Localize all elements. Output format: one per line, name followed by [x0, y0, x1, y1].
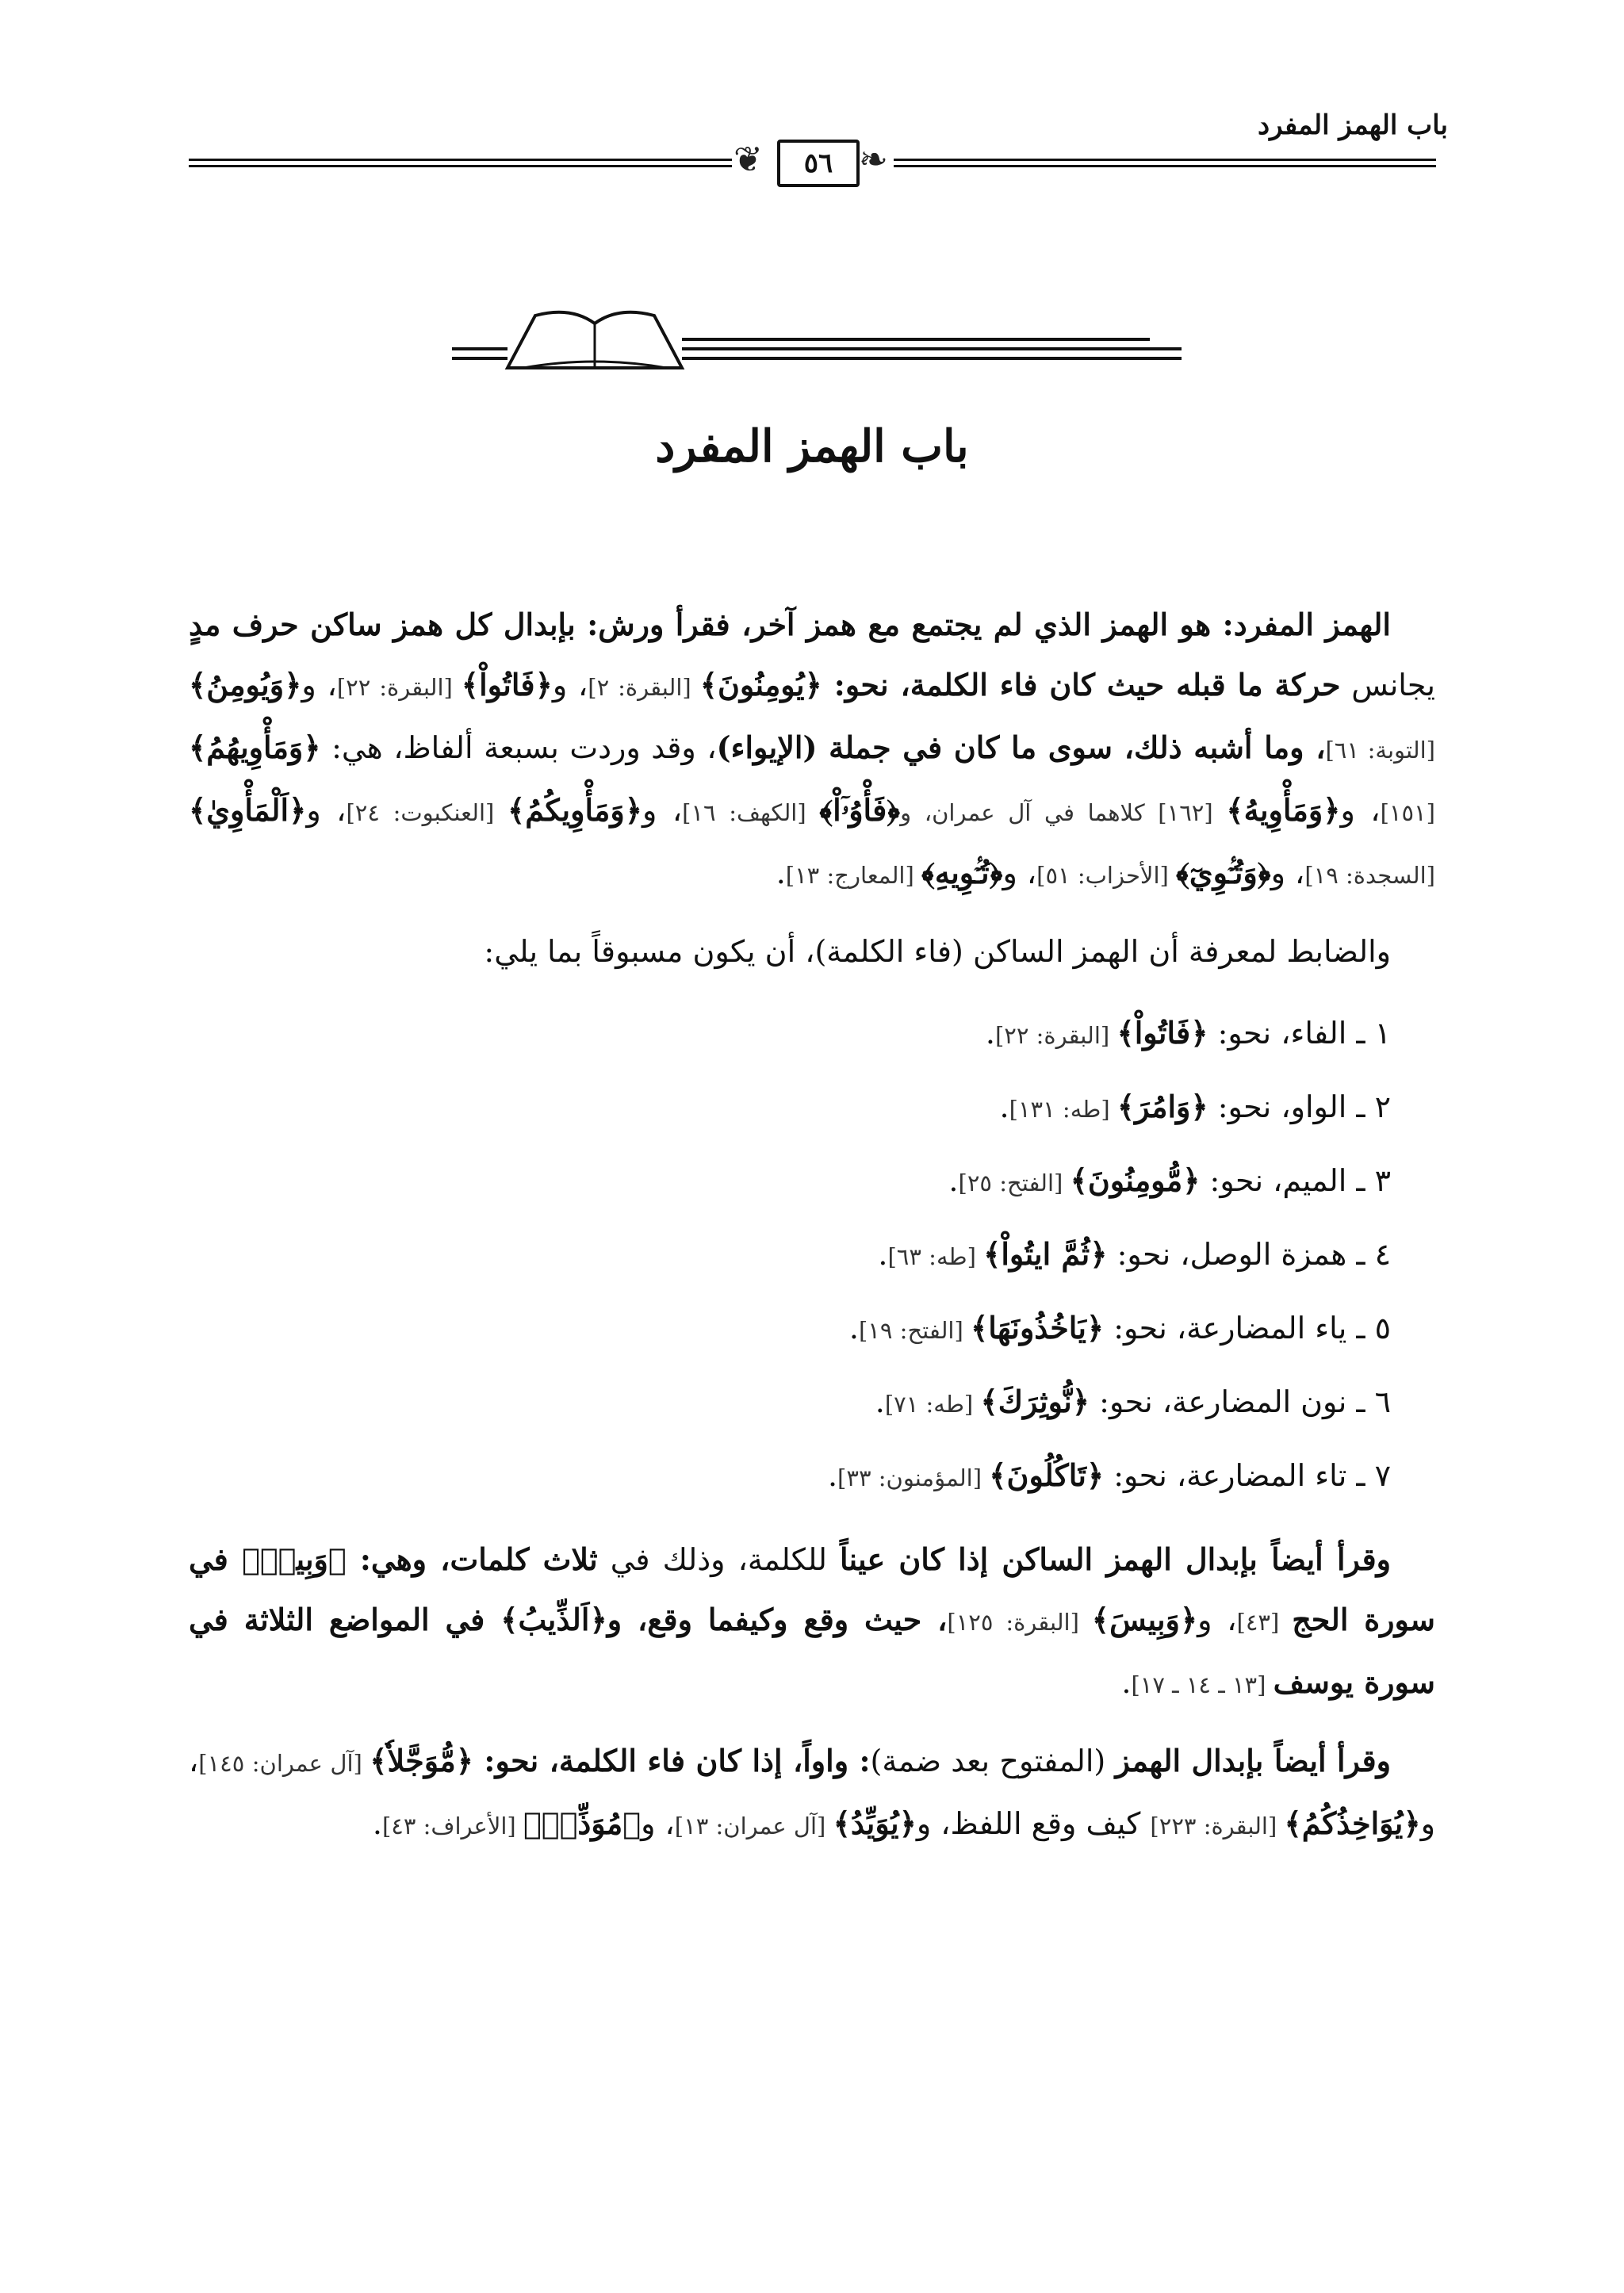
p3-bold-5: في المواضع الثلاثة في سورة يوسف: [189, 1602, 1435, 1700]
quran-example: ﴿تَاكُلُونَ﴾: [989, 1457, 1105, 1493]
quran-example: ﴿مُّوَجَّلاٗ﴾: [370, 1743, 473, 1778]
surah-reference: [طه: ١٣١]: [1009, 1096, 1117, 1123]
quran-example: ﴿يُوَيِّدُ﴾: [833, 1805, 917, 1841]
quran-example: ﴿وَتُـٔۡوِيٓ﴾: [1176, 855, 1271, 890]
separator: ، و: [1197, 1602, 1237, 1637]
list-item: [189, 997, 1391, 1071]
p1-text-2: ، وقد وردت بسبعة ألفاظ، هي:: [320, 730, 717, 765]
quran-example: ﴿يُوَاخِذُكُمُ﴾: [1284, 1805, 1421, 1841]
open-book-divider-icon: [444, 292, 1189, 379]
quran-example: ﴿يُومِنُونَ﴾: [699, 667, 822, 702]
list-number: ٣: [1374, 1163, 1391, 1198]
rules-list: [189, 997, 1435, 1514]
surah-reference: [البقرة: ٢]: [588, 674, 700, 701]
list-text: ـ نون المضارعة، نحو:: [1090, 1384, 1365, 1419]
sentence-end: .: [985, 1016, 995, 1051]
surah-reference: [١٦٢] كلاهما في آل عمران، و: [900, 799, 1227, 826]
list-text: ـ همزة الوصل، نحو:: [1107, 1237, 1365, 1272]
list-text: ـ ياء المضارعة، نحو:: [1104, 1311, 1365, 1346]
list-item: [189, 1145, 1391, 1219]
p4-bold-1: وقرأ أيضاً بإبدال الهمز: [1115, 1743, 1391, 1778]
separator: ، و: [641, 1806, 675, 1841]
p4-bold-2: : واواً، إذا كان فاء الكلمة، نحو:: [473, 1743, 871, 1778]
list-item: [189, 1440, 1391, 1514]
surah-reference: [الأعراف: ٤٣]: [381, 1813, 523, 1839]
surah-reference: [الأحزاب: ٥١]: [1036, 862, 1177, 889]
list-number: ٧: [1374, 1458, 1391, 1493]
p3-text: للكلمة، وذلك في: [597, 1542, 840, 1577]
p1-text: يجانس: [1340, 668, 1435, 702]
separator: ، و: [301, 668, 337, 702]
header-double-rule-left: [189, 159, 732, 167]
p4-text-2: كيف وقع اللفظ، و: [916, 1806, 1151, 1841]
quran-example: ﴿يَاخُذُونَهَا﴾: [971, 1310, 1105, 1346]
surah-reference: [المؤمنون: ٣٣]: [837, 1464, 990, 1491]
header-ornament-left-icon: ❦: [733, 140, 763, 180]
p3-bold-3: في سورة الحج: [189, 1541, 1435, 1637]
chapter-title: باب الهمز المفرد: [655, 420, 969, 473]
sentence-end: .: [827, 1458, 838, 1493]
quran-example: ﴿ثُمَّ ايتُواْ﴾: [983, 1236, 1108, 1272]
list-item: [189, 1071, 1391, 1145]
sentence-end: .: [1121, 1665, 1132, 1700]
p1-bold-3: ، وما أشبه ذلك، سوى ما كان في جملة (الإيواء): [716, 729, 1326, 765]
quran-example: ﴿تُـٔۡوِيهِ﴾: [921, 855, 1003, 890]
quran-example: ﴿وَبِيسَ﴾: [1091, 1602, 1198, 1637]
surah-reference: [آل عمران: ١٤٥]: [198, 1750, 370, 1777]
list-number: ٦: [1374, 1384, 1391, 1419]
list-text: ـ الفاء، نحو:: [1208, 1016, 1365, 1051]
quran-example: ﴿وَمَأْوِيكُمُ﴾: [507, 792, 643, 828]
separator: ، و: [1340, 793, 1381, 828]
surah-reference: [طه: ٧١]: [884, 1391, 981, 1418]
p3-bold-4: ، حيث وقع وكيفما وقع، و: [607, 1602, 948, 1637]
quran-example: ﴿مُوَذِّنٞ﴾: [523, 1805, 642, 1841]
list-text: ـ الواو، نحو:: [1208, 1089, 1365, 1124]
separator: ، و: [642, 793, 683, 828]
sentence-end: .: [776, 856, 786, 890]
quran-example: ﴿وَامُرَ﴾: [1116, 1089, 1208, 1124]
list-number: ١: [1374, 1016, 1391, 1051]
list-text: ـ تاء المضارعة، نحو:: [1104, 1458, 1365, 1493]
header-double-rule-right: [894, 159, 1436, 167]
list-text: ـ الميم، نحو:: [1200, 1163, 1365, 1198]
quran-example: ﴿فَاتُواْ﴾: [1116, 1015, 1208, 1051]
quran-example: ﴿وَمَأْوِيهُ﴾: [1226, 792, 1341, 828]
paragraph-ayn-substitution: [189, 1529, 1435, 1715]
surah-reference: [٤٣]: [1236, 1609, 1293, 1636]
separator: ، و: [1270, 856, 1305, 890]
surah-reference: [العنكبوت: ٢٤]: [346, 799, 508, 826]
quran-example: ﴿فَاتُواْ﴾: [461, 667, 553, 702]
p3-bold-2: ثلاث كلمات، وهي:: [346, 1541, 598, 1577]
paragraph-rule-intro: والضابط لمعرفة أن الهمز الساكن (فاء الكلمة)، أن يكون مسبوقاً بما يلي:: [484, 934, 1391, 969]
paragraph-definition: [189, 595, 1435, 905]
sentence-end: .: [878, 1237, 888, 1272]
separator: ، و: [552, 668, 588, 702]
running-header-title: باب الهمز المفرد: [1258, 109, 1448, 141]
separator: ، و: [306, 793, 347, 828]
surah-reference: [آل عمران: ١٣]: [674, 1813, 833, 1839]
surah-reference: [السجدة: ١٩]: [1304, 862, 1435, 889]
list-number: ٥: [1374, 1311, 1391, 1346]
quran-example: ﴿اَلذِّيبُ﴾: [500, 1602, 607, 1637]
quran-example: ﴿وَبِيرٖ﴾: [242, 1541, 347, 1577]
quran-example: ﴿مُّومِنُونَ﴾: [1070, 1162, 1201, 1198]
paragraph-waw-substitution: [189, 1731, 1435, 1856]
surah-reference: [البقرة: ٢٢]: [336, 674, 462, 701]
surah-reference: [الكهف: ١٦]: [682, 799, 820, 826]
quran-example: ﴿اَلْمَأْوِيٰ﴾: [189, 792, 307, 828]
list-item: [189, 1219, 1391, 1292]
list-item: [189, 1366, 1391, 1440]
surah-reference: [الفتح: ٢٥]: [958, 1169, 1071, 1196]
quran-example: ﴿وَيُومِنُ﴾: [189, 667, 302, 702]
separator: ، و: [189, 1744, 1435, 1841]
list-number: ٢: [1374, 1089, 1391, 1124]
p1-bold-intro: الهمز المفرد: هو الهمز الذي لم يجتمع مع همز آخر، فقرأ ورش: بإبدال كل همز ساكن حرف مدٍ: [189, 607, 1391, 642]
p1-bold-2: حركة ما قبله حيث كان فاء الكلمة، نحو:: [822, 667, 1341, 702]
surah-reference: [البقرة: ٢٢]: [994, 1022, 1117, 1049]
quran-example: ﴿فَأْوُۥٓاْ﴾: [819, 792, 901, 828]
quran-example: ﴿وَمَأْوِيهُمُ﴾: [189, 729, 321, 765]
surah-reference: [البقرة: ١٢٥]: [947, 1609, 1092, 1636]
surah-reference: [طه: ٦٣]: [887, 1243, 984, 1270]
sentence-end: .: [948, 1163, 959, 1198]
surah-reference: [١٥١]: [1380, 799, 1435, 826]
list-item: [189, 1292, 1391, 1366]
quran-example: ﴿نُّوثِرَكَ﴾: [980, 1384, 1090, 1419]
sentence-end: .: [875, 1384, 885, 1419]
p3-bold-1: وقرأ أيضاً بإبدال الهمز الساكن إذا كان عيناً: [839, 1541, 1391, 1577]
surah-reference: [التوبة: ٦١]: [1325, 737, 1435, 764]
body-text: [189, 595, 1435, 1872]
surah-reference: [البقرة: ٢٢٣]: [1150, 1813, 1285, 1839]
page-number: ٥٦: [777, 140, 860, 187]
sentence-end: .: [372, 1806, 382, 1841]
separator: ، و: [1002, 856, 1037, 890]
surah-reference: [المعارج: ١٣]: [785, 862, 921, 889]
p4-text: (المفتوح بعد ضمة): [870, 1744, 1116, 1778]
header-ornament-right-icon: ❧: [859, 140, 888, 180]
list-number: ٤: [1374, 1237, 1391, 1272]
sentence-end: .: [999, 1089, 1009, 1124]
surah-reference: [الفتح: ١٩]: [858, 1317, 971, 1344]
sentence-end: .: [848, 1311, 859, 1346]
surah-reference: [١٣ ـ ١٤ ـ ١٧]: [1131, 1671, 1274, 1698]
